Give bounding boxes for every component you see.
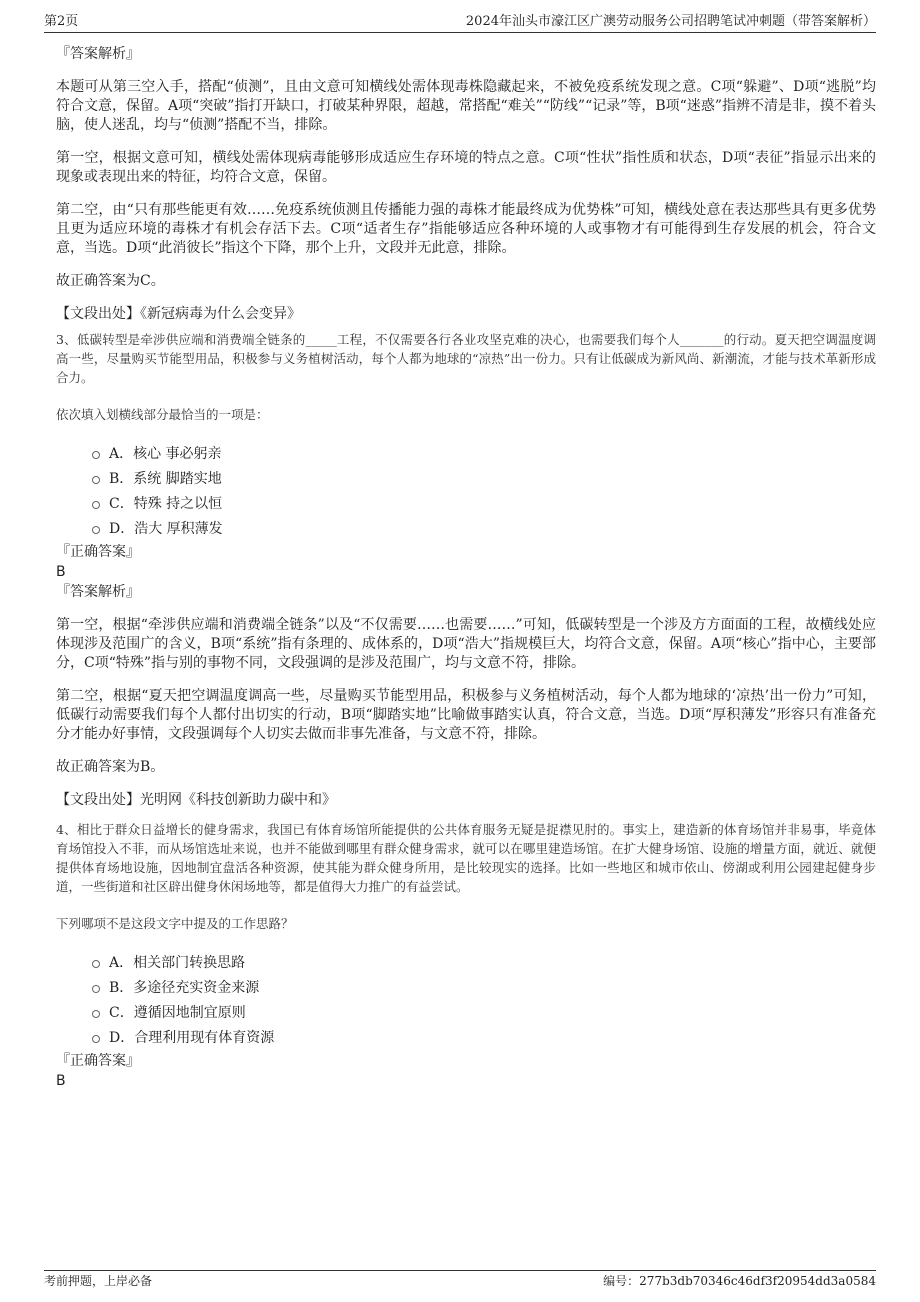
analysis-label: 『答案解析』 bbox=[56, 584, 140, 600]
analysis-paragraph: 第一空，根据“牵涉供应端和消费端全链条”以及“不仅需要……也需要……”可知，低碳转型是一个涉及方方面面的工程，故横线处应体现涉及范围广的含义，B项“系统”指有条理的、成体系的，D项“浩大”指规模巨大，均符合文意，保留。A项“核心”指中心，主要部分，C项“特殊”指与别的事物不同，文段强调的是涉及范围广，均与文意不符，排除。 bbox=[56, 617, 876, 671]
option-c[interactable]: C．特殊 持之以恒 bbox=[92, 492, 876, 517]
page-number: 第2页 bbox=[44, 14, 79, 29]
option-d[interactable]: D．合理利用现有体育资源 bbox=[92, 1026, 876, 1051]
radio-icon[interactable] bbox=[92, 526, 100, 534]
analysis-label: 『答案解析』 bbox=[56, 46, 140, 62]
correct-answer-label: 『正确答案』 bbox=[56, 544, 140, 560]
radio-icon[interactable] bbox=[92, 1035, 100, 1043]
footer-slogan: 考前押题，上岸必备 bbox=[44, 1274, 153, 1288]
question-stem: 3、低碳转型是牵涉供应端和消费端全链条的_____工程，不仅需要各行各业攻坚克难的决心，也需要我们每个人_______的行动。夏天把空调温度调高一些，尽量购买节能型用品，积极参与义务植树活动，每个人都为地球的“凉热”出一份力。只有让低碳成为新风尚、新潮流，才能与技术革新形成合力。 bbox=[56, 332, 876, 385]
question-prompt: 下列哪项不是这段文字中提及的工作思路？ bbox=[56, 916, 294, 931]
question-stem: 4、相比于群众日益增长的健身需求，我国已有体育场馆所能提供的公共体育服务无疑是捉襟见肘的。事实上，建造新的体育场馆并非易事，毕竟体育场馆投入不菲，而从场馆选址来说，也并不能做到哪里有群众健身需求，就可以在哪里建造场馆。在扩大健身场馆、设施的增量方面，就近、就便提供体育场地设施，因地制宜盘活各种资源，使其能为群众健身所用，是比较现实的选择。比如一些地区和城市依山、傍湖或利用公园建起健身步道，一些街道和社区辟出健身休闲场地等，都是值得大力推广的有益尝试。 bbox=[56, 822, 876, 894]
option-list bbox=[92, 442, 876, 542]
document-title: 2024年汕头市濠江区广澳劳动服务公司招聘笔试冲刺题（带答案解析） bbox=[465, 14, 876, 29]
option-b[interactable]: B．多途径充实资金来源 bbox=[92, 976, 876, 1001]
answer-conclusion: 故正确答案为B。 bbox=[56, 759, 165, 775]
option-c[interactable]: C．遵循因地制宜原则 bbox=[92, 1001, 876, 1026]
analysis-paragraph: 第二空，根据“夏天把空调温度调高一些，尽量购买节能型用品，积极参与义务植树活动，每个人都为地球的‘凉热’出一份力”可知，低碳行动需要我们每个人都付出切实的行动，B项“脚踏实地”比喻做事踏实认真，符合文意，当选。D项“厚积薄发”形容只有准备充分才能办好事情，文段强调每个人切实去做而非事先准备，与文意不符，排除。 bbox=[56, 688, 876, 742]
radio-icon[interactable] bbox=[92, 985, 100, 993]
option-a[interactable]: A．核心 事必躬亲 bbox=[92, 442, 876, 467]
question-prompt: 依次填入划横线部分最恰当的一项是： bbox=[56, 407, 269, 422]
option-a[interactable]: A．相关部门转换思路 bbox=[92, 951, 876, 976]
analysis-paragraph: 第二空，由“只有那些能更有效……免疫系统侦测且传播能力强的毒株才能最终成为优势株”可知，横线处意在表达那些具有更多优势且更为适应环境的毒株才有机会存活下去。C项“适者生存”指能够适应各种环境的人或事物才有可能得到生存发展的机会，符合文意，当选。D项“此消彼长”指这个下降，那个上升，文段并无此意，排除。 bbox=[56, 202, 876, 256]
radio-icon[interactable] bbox=[92, 451, 100, 459]
document-id: 编号：277b3db70346c46df3f20954dd3a0584 bbox=[603, 1274, 876, 1288]
page-content bbox=[56, 44, 876, 1091]
radio-icon[interactable] bbox=[92, 960, 100, 968]
page-footer bbox=[44, 1270, 876, 1291]
radio-icon[interactable] bbox=[92, 476, 100, 484]
radio-icon[interactable] bbox=[92, 501, 100, 509]
answer-conclusion: 故正确答案为C。 bbox=[56, 273, 165, 289]
text-source: 【文段出处】光明网《科技创新助力碳中和》 bbox=[56, 792, 336, 808]
correct-answer-label: 『正确答案』 bbox=[56, 1053, 140, 1069]
text-source: 【文段出处】《新冠病毒为什么会变异》 bbox=[56, 306, 301, 322]
analysis-paragraph: 本题可从第三空入手，搭配“侦测”，且由文意可知横线处需体现毒株隐藏起来，不被免疫系统发现之意。C项“躲避”、D项“逃脱”均符合文意，保留。A项“突破”指打开缺口，打破某种界限，超越，常搭配“难关”“防线”“记录”等，B项“迷惑”指辨不清是非，摸不着头脑，使人迷乱，均与“侦测”搭配不当，排除。 bbox=[56, 79, 876, 133]
correct-answer: B bbox=[56, 1073, 66, 1089]
analysis-paragraph: 第一空，根据文意可知，横线处需体现病毒能够形成适应生存环境的特点之意。C项“性状”指性质和状态，D项“表征”指显示出来的现象或表现出来的特征，均符合文意，保留。 bbox=[56, 150, 876, 185]
page-header bbox=[44, 12, 876, 33]
radio-icon[interactable] bbox=[92, 1010, 100, 1018]
option-d[interactable]: D．浩大 厚积薄发 bbox=[92, 517, 876, 542]
option-list bbox=[92, 951, 876, 1051]
option-b[interactable]: B．系统 脚踏实地 bbox=[92, 467, 876, 492]
correct-answer: B bbox=[56, 564, 66, 580]
